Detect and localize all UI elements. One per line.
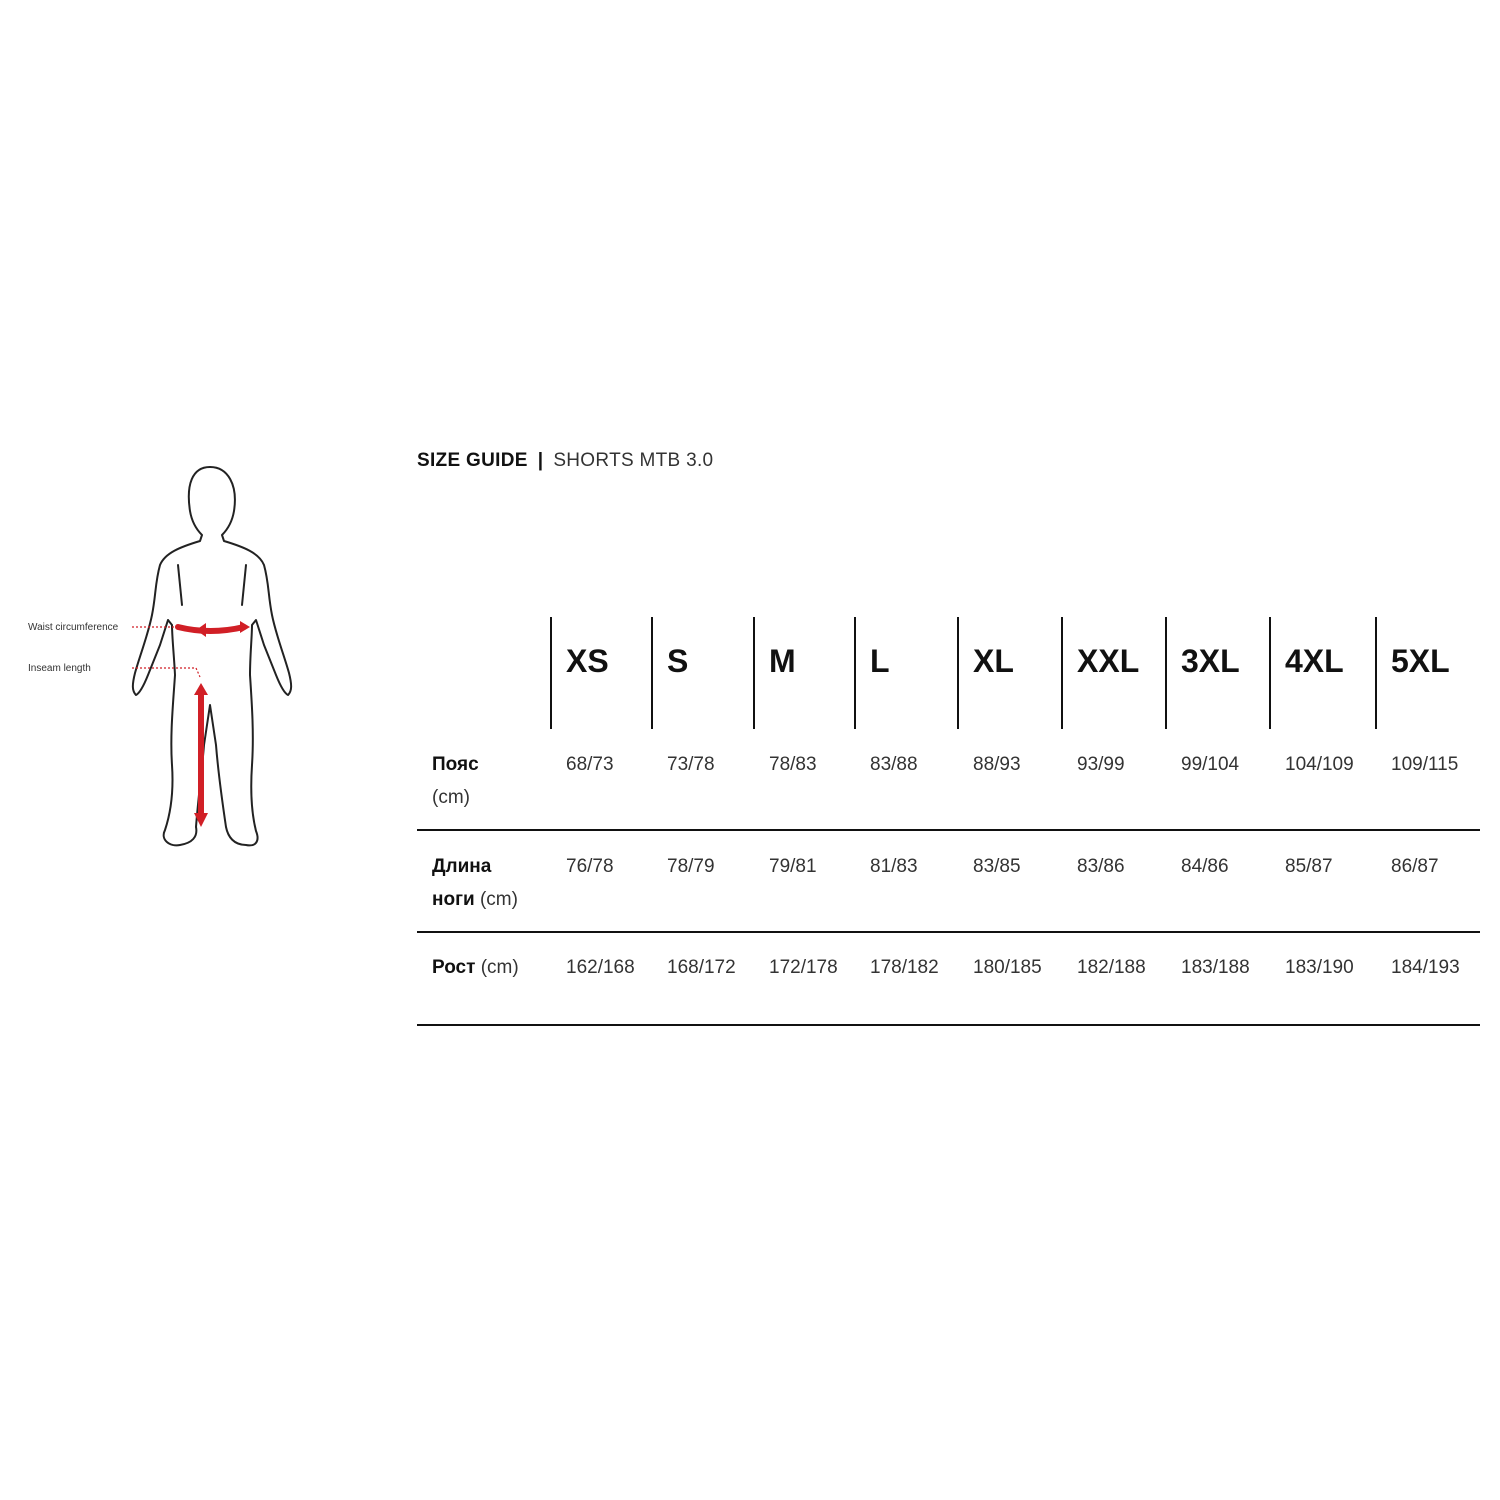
waist-arrow (178, 627, 244, 631)
size-header-l (854, 617, 890, 729)
title-product: SHORTS MTB 3.0 (553, 450, 714, 471)
table-cell: 88/93 (973, 754, 1021, 775)
table-cell: 182/188 (1077, 957, 1146, 978)
size-header-xxl (1061, 617, 1140, 729)
size-header-xs (550, 617, 609, 729)
table-cell: 168/172 (667, 957, 736, 978)
size-header-s (651, 617, 689, 729)
row-divider (417, 829, 1480, 831)
table-cell: 93/99 (1077, 754, 1125, 775)
table-cell: 99/104 (1181, 754, 1240, 775)
table-cell: 85/87 (1285, 856, 1333, 877)
size-label: XS (566, 643, 609, 679)
table-cell: 183/190 (1285, 957, 1354, 978)
size-label: 5XL (1391, 643, 1450, 679)
size-header-xl (957, 617, 1014, 729)
table-cell: 104/109 (1285, 754, 1354, 775)
size-header-4xl (1269, 617, 1344, 729)
table-cell: 81/83 (870, 856, 918, 877)
size-label: XL (973, 643, 1014, 679)
row-label-bold: Длина (432, 856, 492, 877)
table-cell: 78/79 (667, 856, 715, 877)
row-label-bold: Рост (432, 957, 476, 978)
title-separator: | (537, 450, 544, 471)
table-cell: 184/193 (1391, 957, 1460, 978)
page-title (417, 450, 713, 472)
row-label-bold: Пояс (432, 754, 479, 775)
table-cell: 162/168 (566, 957, 635, 978)
row-label-waist (432, 748, 479, 814)
row-label-unit: (cm) (479, 889, 518, 910)
size-header-5xl (1375, 617, 1450, 729)
body-measurement-figure (20, 455, 300, 875)
size-header-m (753, 617, 796, 729)
table-cell: 78/83 (769, 754, 817, 775)
row-divider (417, 931, 1480, 933)
inseam-label: Inseam length (28, 663, 91, 674)
table-cell: 180/185 (973, 957, 1042, 978)
size-label: S (667, 643, 689, 679)
table-cell: 68/73 (566, 754, 614, 775)
body-outline (133, 467, 291, 845)
table-cell: 183/188 (1181, 957, 1250, 978)
table-cell: 76/78 (566, 856, 614, 877)
table-cell: 86/87 (1391, 856, 1439, 877)
inseam-arrow (194, 683, 208, 827)
table-cell: 83/85 (973, 856, 1021, 877)
table-cell: 73/78 (667, 754, 715, 775)
table-cell: 83/88 (870, 754, 918, 775)
table-cell: 79/81 (769, 856, 817, 877)
size-label: L (870, 643, 890, 679)
waist-label: Waist circumference (28, 622, 119, 633)
table-cell: 109/115 (1391, 754, 1459, 775)
row-label-bold: ноги (432, 889, 475, 910)
row-label-inseam (432, 850, 518, 916)
size-label: XXL (1077, 643, 1140, 679)
row-label-height (432, 951, 519, 984)
inseam-dotted-leader (132, 668, 200, 677)
table-cell: 83/86 (1077, 856, 1125, 877)
title-size-guide: SIZE GUIDE (417, 450, 528, 471)
row-label-unit: (cm) (432, 787, 470, 808)
table-cell: 172/178 (769, 957, 838, 978)
size-label: 4XL (1285, 643, 1344, 679)
table-cell: 84/86 (1181, 856, 1229, 877)
row-label-unit: (cm) (480, 957, 519, 978)
size-header-3xl (1165, 617, 1240, 729)
table-bottom-border (417, 1024, 1480, 1026)
size-label: M (769, 643, 796, 679)
size-label: 3XL (1181, 643, 1240, 679)
table-cell: 178/182 (870, 957, 939, 978)
